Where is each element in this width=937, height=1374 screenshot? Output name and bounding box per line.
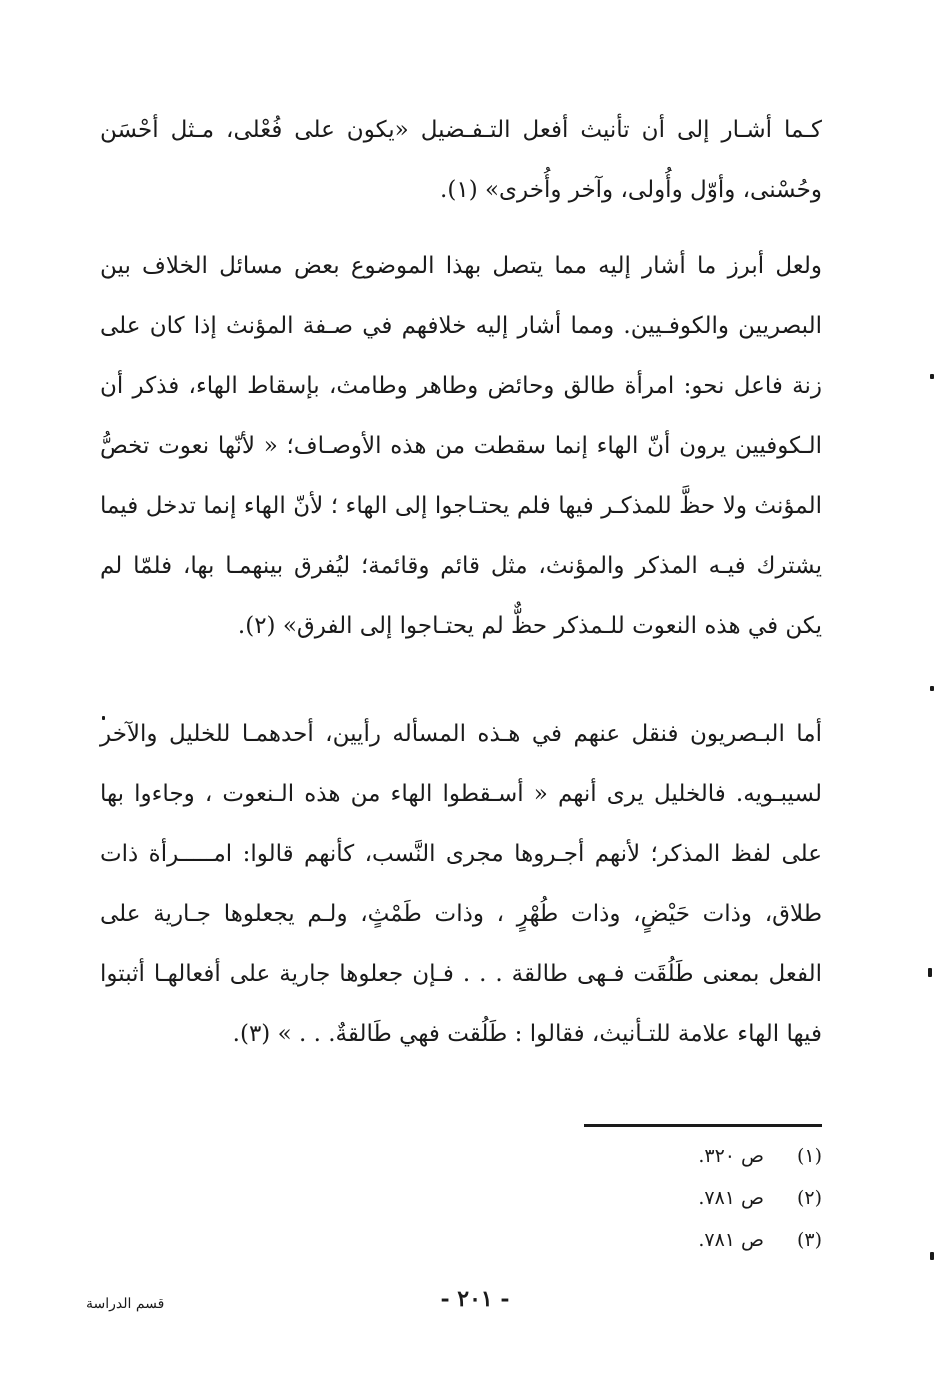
footnote-2 [622, 1177, 822, 1219]
paragraph-2: ولعل أبرز ما أشار إليه مما يتصل بهذا الموضوع بعض مسائل الخلاف بين البصريين والكوفـيين. ومما أشار إليه خلافهم في صـفة المؤنث إذا كان على زنة فاعل نحو: امرأة طالق وحائض وطاهر وطامث، بإسقاط الهاء، فذكر أن الـكوفيين يرون أنّ الهاء إنما سقطت من هذه الأوصـاف؛ « لأنّها نعوت تخصُّ المؤنث ولا حظَّ للمذكـر فيها فلم يحتـاجوا إلى الهاء ؛ لأنّ الهاء إنما تدخل فيما يشترك فيـه المذكر والمؤنث، مثل قائم وقائمة؛ ليُفرق بينهمـا بها، فلمّا لم يكن في هذه النعوت للـمذكر حظٌّ لم يحتـاجوا إلى الفرق» (٢). [100, 253, 822, 639]
footnote-number: (١) [796, 1145, 822, 1167]
footnote-number: (٣) [796, 1229, 822, 1251]
margin-mark [930, 686, 934, 691]
footnote-separator [584, 1124, 822, 1127]
paragraph-1: كـما أشـار إلى أن تأنيث أفعل التـفـضيل «يكون على فُعْلى، مـثل أحْسَن وحُسْنى، وأوّل وأُولى، وآخر وأُخرى» (١). [100, 117, 822, 203]
margin-mark [930, 374, 934, 379]
footnote-text: ص ٧٨١. [698, 1187, 764, 1209]
margin-mark [928, 968, 932, 977]
paragraph-3: أما البـصريون فنقل عنهم في هـذه المسأله رأيين، أحدهمـا للخليل والآخر لسيبـويه. فالخليل يرى أنهم « أسـقطوا الهاء من هذه الـنعوت ، وجاءوا بها على لفظ المذكر؛ لأنهم أجـروها مجرى النَّسب، كأنهم قالوا: امـــــرأة ذات طلاق، وذات حَيْضٍ، وذات طُهْرٍ ، وذات طَمْثٍ، ولـم يجعلوها جـارية على الفعل بمعنى طَلُقَت فـهى طالقة . . . فـإن جعلوها جارية على أفعالهـا أثبتوا فيها الهاء علامة للتـأنيث، فقالوا : طَلُقت فهي طَالقةٌ. . . » (٣). [100, 721, 822, 1047]
page-number: - ٢٠١ - [440, 1286, 510, 1312]
footnotes [622, 1135, 822, 1261]
margin-mark [102, 716, 105, 720]
footnote-3 [622, 1219, 822, 1261]
margin-mark [930, 1252, 934, 1260]
footnote-text: ص ٣٢٠. [698, 1145, 764, 1167]
footnote-text: ص ٧٨١. [698, 1229, 764, 1251]
footnote-1 [622, 1135, 822, 1177]
section-label: قسم الدراسة [86, 1296, 165, 1312]
footnote-number: (٢) [796, 1187, 822, 1209]
